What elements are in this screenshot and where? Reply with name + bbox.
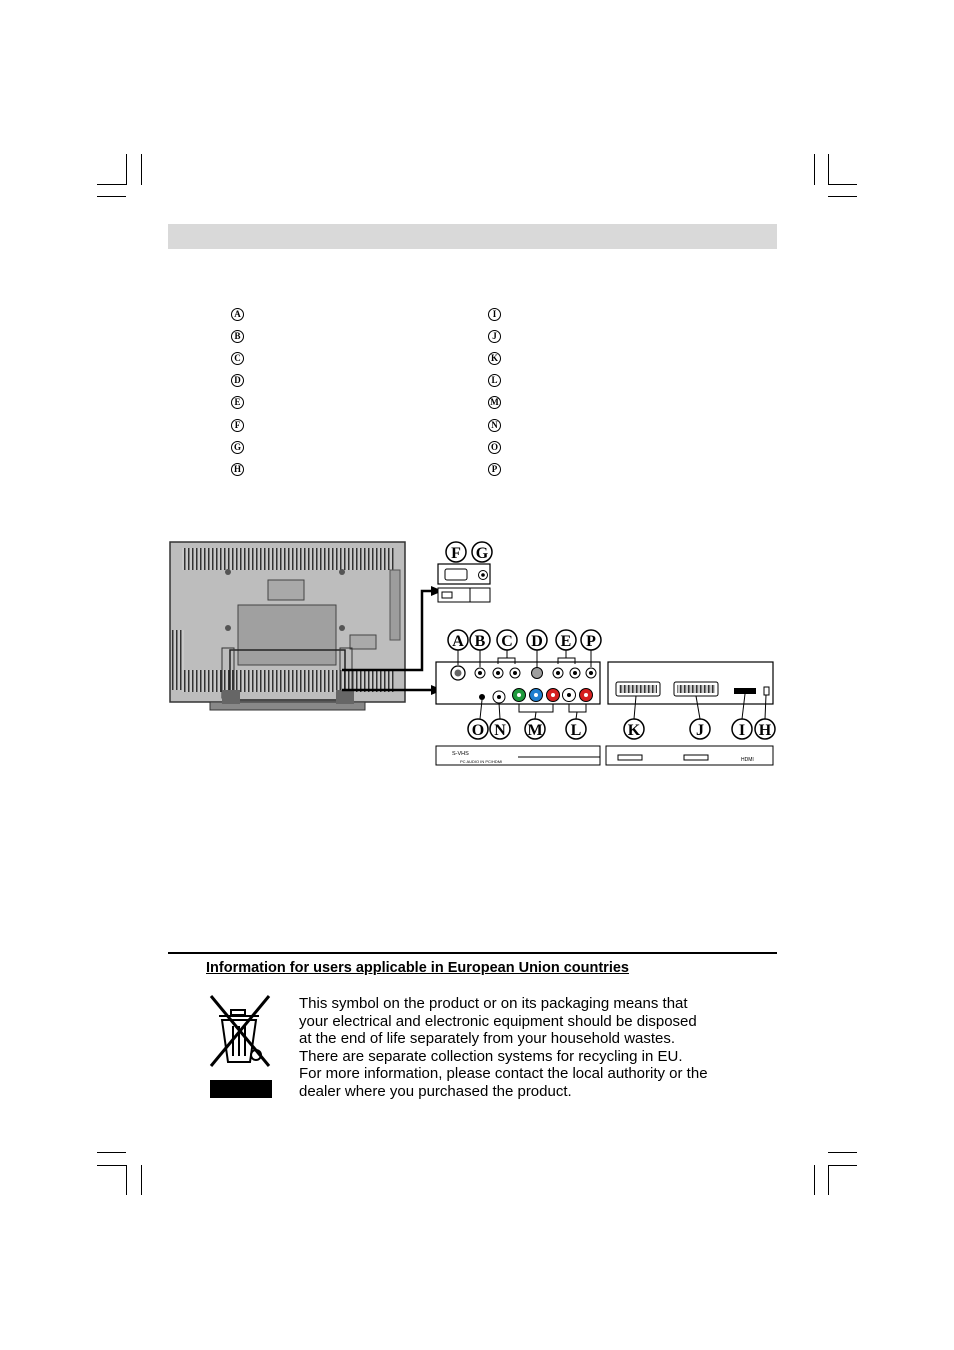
legend-item [488, 347, 511, 369]
legend-item [488, 458, 511, 480]
letter-badge: N [488, 419, 501, 432]
callout-C [497, 630, 517, 650]
svg-text:O: O [471, 722, 485, 739]
svg-text:PC AUDIO IN PC/HDMI: PC AUDIO IN PC/HDMI [460, 759, 503, 764]
tv-rear-connection-diagram [160, 530, 780, 770]
letter-badge: I [488, 308, 501, 321]
connector-legend-left [231, 303, 254, 481]
svg-text:P: P [586, 633, 596, 650]
letter-badge: E [231, 396, 244, 409]
callout-M [525, 719, 545, 739]
svg-text:G: G [475, 545, 489, 562]
legend-item [488, 436, 511, 458]
main-connector-panel [436, 658, 600, 712]
callout-I [732, 719, 752, 739]
svg-text:E: E [560, 633, 572, 650]
letter-badge: L [488, 374, 501, 387]
svg-text:J: J [696, 722, 704, 739]
svg-text:K: K [627, 722, 641, 739]
legend-item [231, 436, 254, 458]
svg-text:B: B [474, 633, 486, 650]
hdmi-port [734, 688, 756, 694]
svg-text:HDMI: HDMI [741, 757, 754, 763]
svg-text:I: I [738, 722, 746, 739]
callout-N [490, 719, 510, 739]
callout-P [581, 630, 601, 650]
letter-badge: D [231, 374, 244, 387]
side-panel-pc [438, 564, 490, 602]
legend-item [231, 458, 254, 480]
svg-text:M: M [527, 722, 543, 739]
callout-A [448, 630, 468, 650]
crossed-out-wheelie-bin-icon [205, 992, 277, 1104]
callout-K [624, 719, 644, 739]
callout-B [470, 630, 490, 650]
legend-item [231, 392, 254, 414]
legend-item [231, 414, 254, 436]
callout-E [556, 630, 576, 650]
svg-text:F: F [451, 545, 461, 562]
service-port [764, 687, 769, 695]
callout-H [755, 719, 775, 739]
legend-item [488, 303, 511, 325]
legend-item [488, 414, 511, 436]
section-divider [168, 952, 777, 954]
eu-notice-line: your electrical and electronic equipment should be disposed [299, 1012, 697, 1030]
headphone-port [532, 668, 543, 679]
pc-audio-jack [479, 694, 485, 700]
callout-L [566, 719, 586, 739]
letter-badge: C [231, 352, 244, 365]
letter-badge: K [488, 352, 501, 365]
svg-text:H: H [758, 722, 772, 739]
svg-text:D: D [531, 633, 543, 650]
callout-O [468, 719, 488, 739]
svg-text:L: L [570, 722, 582, 739]
eu-notice-line: There are separate collection systems for recycling in EU. [299, 1047, 683, 1065]
section-header-bar [168, 224, 777, 249]
eu-notice-line: dealer where you purchased the product. [299, 1082, 572, 1100]
legend-item [488, 325, 511, 347]
callout-G [472, 542, 492, 562]
tv-back-illustration [170, 542, 405, 710]
eu-notice-body [299, 995, 769, 1101]
label-strip-right [606, 746, 773, 765]
letter-badge: M [488, 396, 501, 409]
label-strip-left [436, 746, 600, 765]
letter-badge: J [488, 330, 501, 343]
legend-item [488, 392, 511, 414]
svg-text:C: C [501, 633, 513, 650]
connector-legend-right [488, 303, 511, 481]
eu-notice-line: at the end of life separately from your household wastes. [299, 1030, 676, 1048]
legend-item [231, 347, 254, 369]
legend-item [231, 325, 254, 347]
svg-text:A: A [452, 633, 464, 650]
callout-J [690, 719, 710, 739]
svg-text:N: N [494, 722, 506, 739]
legend-item [231, 303, 254, 325]
letter-badge: F [231, 419, 244, 432]
letter-badge: H [231, 463, 244, 476]
callout-D [527, 630, 547, 650]
callout-F [446, 542, 466, 562]
eu-notice-line: For more information, please contact the local authority or the [299, 1065, 708, 1083]
letter-badge: G [231, 441, 244, 454]
letter-badge: B [231, 330, 244, 343]
eu-notice-line: This symbol on the product or on its packaging means that [299, 995, 688, 1012]
legend-item [488, 370, 511, 392]
eu-notice-heading: Information for users applicable in European Union countries [206, 960, 629, 976]
svg-text:S-VHS: S-VHS [452, 751, 469, 757]
scart-panel [608, 662, 773, 704]
letter-badge: A [231, 308, 244, 321]
legend-item [231, 370, 254, 392]
letter-badge: P [488, 463, 501, 476]
letter-badge: O [488, 441, 501, 454]
